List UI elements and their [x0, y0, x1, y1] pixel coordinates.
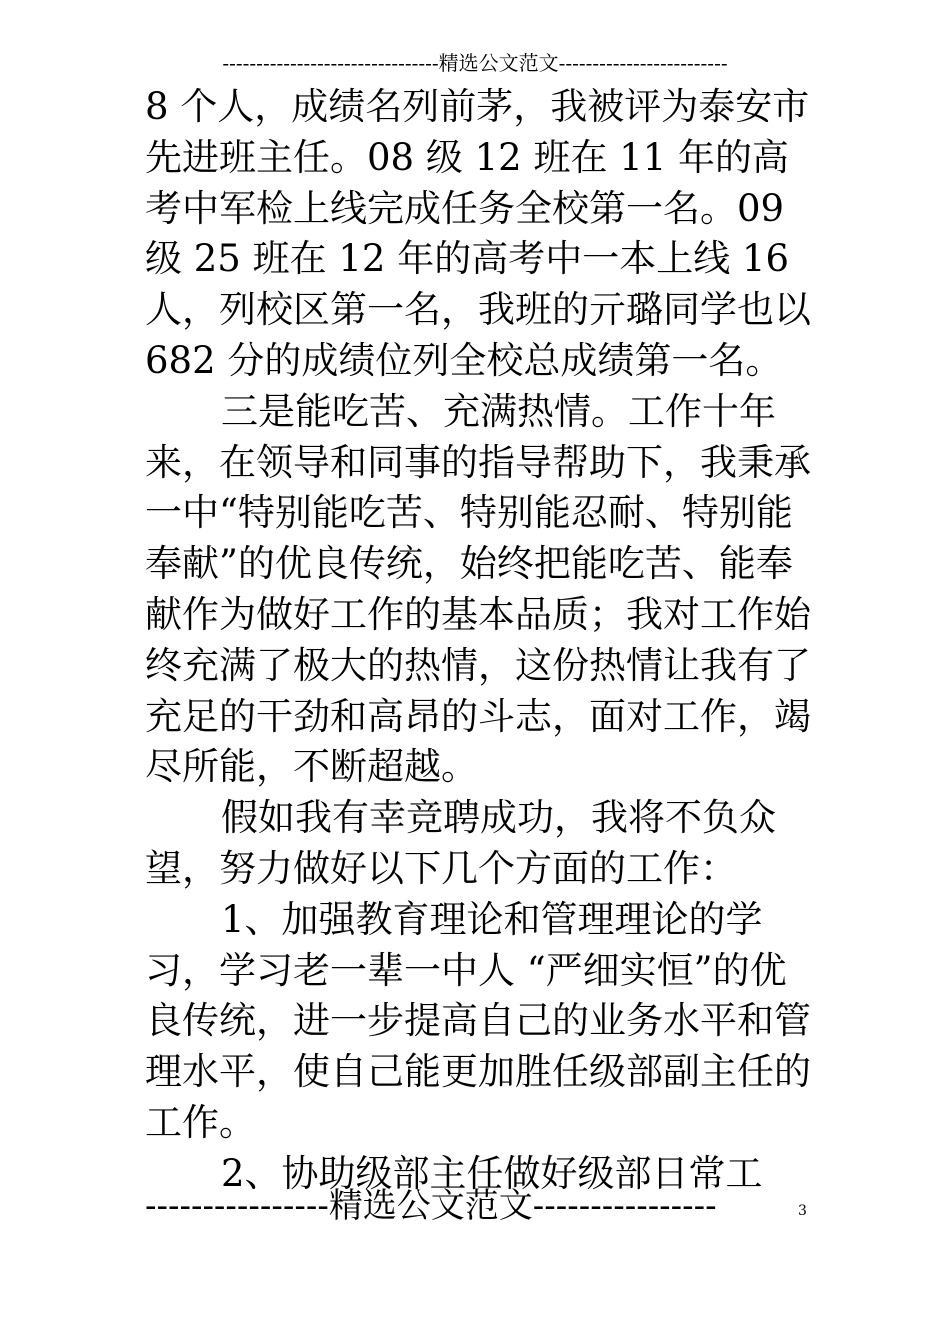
paragraph-commitment: 假如我有幸竞聘成功，我将不负众望，努力做好以下几个方面的工作： — [145, 796, 776, 890]
paragraph-item-1: 1、加强教育理论和管理理论的学习，学习老一辈一中人 “严细实恒”的优良传统，进一步提高自己的业务水平和管理水平，使自己能更加胜任级部副主任的工作。 — [145, 897, 811, 1144]
page-footer: ----------------精选公文范文---------------- — [145, 1186, 717, 1226]
page-header: --------------------------------精选公文范文------------------------- — [222, 51, 728, 75]
page-number: 3 — [798, 1203, 807, 1219]
paragraph-item-2: 2、协助级部主任做好级部日常工 — [221, 1151, 763, 1195]
document-body — [145, 82, 811, 1200]
paragraph-hardworking: 三是能吃苦、充满热情。工作十年来，在领导和同事的指导帮助下，我秉承一中“特别能吃苦、特别能忍耐、特别能奉献”的优良传统，始终把能吃苦、能奉献作为做好工作的基本品质；我对工作始终充满了极大的热情，这份热情让我有了充足的干劲和高昂的斗志，面对工作，竭尽所能，不断超越。 — [145, 389, 811, 789]
paragraph-achievements: 8 个人，成绩名列前茅，我被评为泰安市先进班主任。08 级 12 班在 11 年的高考中军检上线完成任务全校第一名。09 级 25 班在 12 年的高考中一本上线 16 人，列校区第一名，我班的亓璐同学也以 682 分的成绩位列全校总成绩第一名。 — [145, 85, 811, 382]
